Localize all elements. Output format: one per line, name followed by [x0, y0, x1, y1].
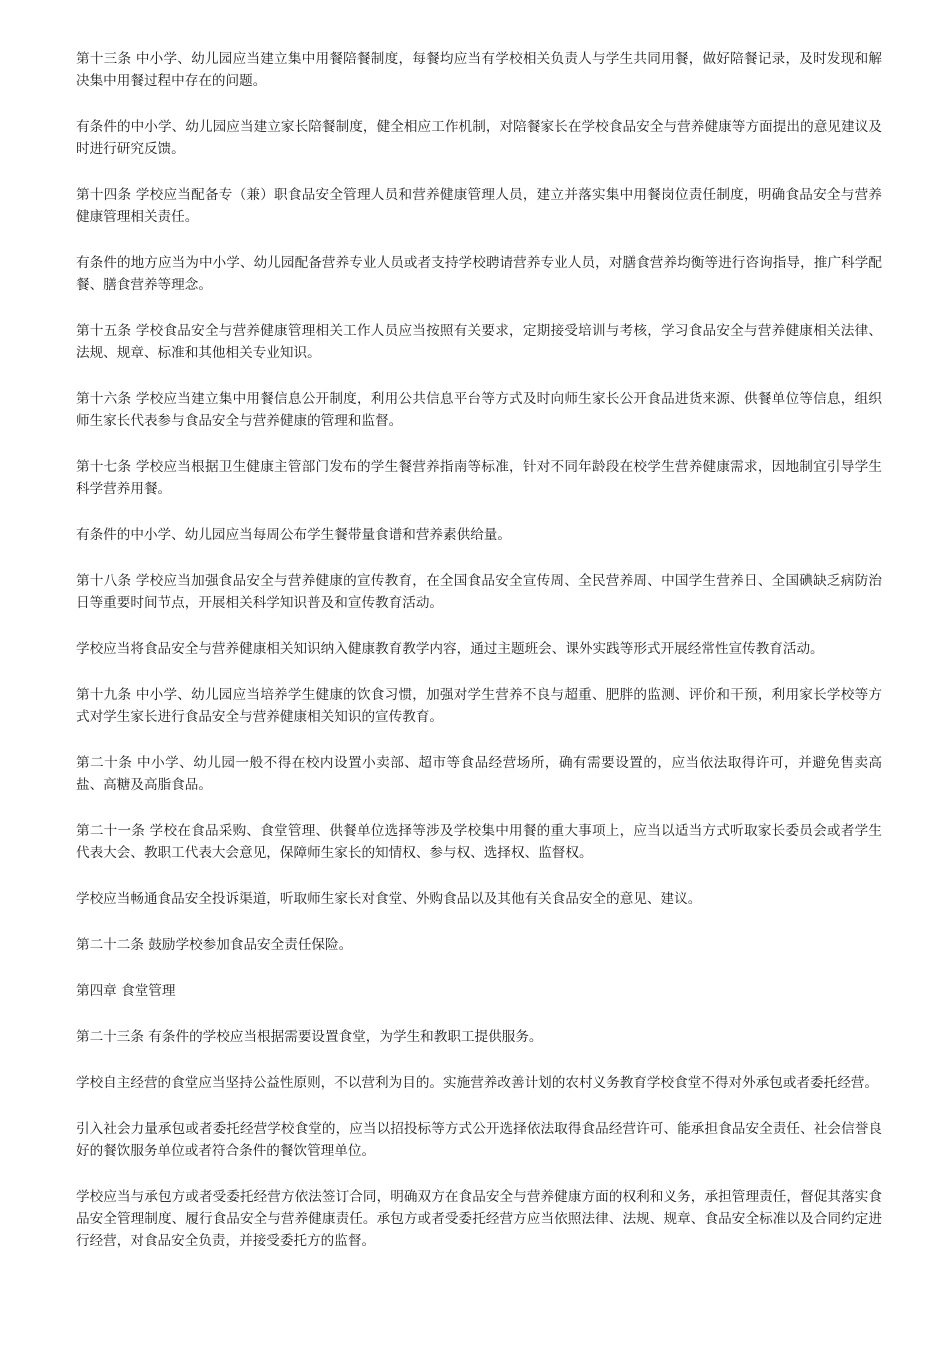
outsourced-canteen-paragraph: 引入社会力量承包或者委托经营学校食堂的，应当以招投标等方式公开选择依法取得食品经营许可、能承担食品安全责任、社会信誉良好的餐饮服务单位或者符合条件的餐饮管理单位。: [76, 1121, 882, 1159]
article-20-paragraph: 第二十条 中小学、幼儿园一般不得在校内设置小卖部、超市等食品经营场所，确有需要设置的，应当依法取得许可，并避免售卖高盐、高糖及高脂食品。: [76, 755, 882, 793]
article-13-paragraph: 第十三条 中小学、幼儿园应当建立集中用餐陪餐制度，每餐均应当有学校相关负责人与学生共同用餐，做好陪餐记录，及时发现和解决集中用餐过程中存在的问题。: [76, 51, 882, 89]
document-body: [76, 48, 882, 1276]
weekly-menu-paragraph: 有条件的中小学、幼儿园应当每周公布学生餐带量食谱和营养素供给量。: [76, 527, 511, 543]
chapter-4-heading: 第四章 食堂管理: [76, 983, 176, 999]
article-16-paragraph: 第十六条 学校应当建立集中用餐信息公开制度，利用公共信息平台等方式及时向师生家长公开食品进货来源、供餐单位等信息，组织师生家长代表参与食品安全与营养健康的管理和监督。: [76, 391, 882, 429]
article-14-paragraph: 第十四条 学校应当配备专（兼）职食品安全管理人员和营养健康管理人员，建立并落实集中用餐岗位责任制度，明确食品安全与营养健康管理相关责任。: [76, 187, 882, 225]
nutrition-staff-paragraph: 有条件的地方应当为中小学、幼儿园配备营养专业人员或者支持学校聘请营养专业人员，对膳食营养均衡等进行咨询指导，推广科学配餐、膳食营养等理念。: [76, 255, 882, 293]
health-education-paragraph: 学校应当将食品安全与营养健康相关知识纳入健康教育教学内容，通过主题班会、课外实践等形式开展经常性宣传教育活动。: [76, 641, 824, 657]
parent-dining-paragraph: 有条件的中小学、幼儿园应当建立家长陪餐制度，健全相应工作机制，对陪餐家长在学校食品安全与营养健康等方面提出的意见建议及时进行研究反馈。: [76, 119, 882, 157]
article-19-paragraph: 第十九条 中小学、幼儿园应当培养学生健康的饮食习惯，加强对学生营养不良与超重、肥胖的监测、评价和干预，利用家长学校等方式对学生家长进行食品安全与营养健康相关知识的宣传教育。: [76, 687, 882, 725]
article-21-paragraph: 第二十一条 学校在食品采购、食堂管理、供餐单位选择等涉及学校集中用餐的重大事项上，应当以适当方式听取家长委员会或者学生代表大会、教职工代表大会意见，保障师生家长的知情权、参与权、选择权、监督权。: [76, 823, 882, 861]
article-18-paragraph: 第十八条 学校应当加强食品安全与营养健康的宣传教育，在全国食品安全宣传周、全民营养周、中国学生营养日、全国碘缺乏病防治日等重要时间节点，开展相关科学知识普及和宣传教育活动。: [76, 573, 882, 611]
article-15-paragraph: 第十五条 学校食品安全与营养健康管理相关工作人员应当按照有关要求，定期接受培训与考核，学习食品安全与营养健康相关法律、法规、规章、标准和其他相关专业知识。: [76, 323, 882, 361]
article-23-paragraph: 第二十三条 有条件的学校应当根据需要设置食堂，为学生和教职工提供服务。: [76, 1029, 543, 1045]
complaint-channel-paragraph: 学校应当畅通食品安全投诉渠道，听取师生家长对食堂、外购食品以及其他有关食品安全的意见、建议。: [76, 891, 702, 907]
self-operated-canteen-paragraph: 学校自主经营的食堂应当坚持公益性原则，不以营利为目的。实施营养改善计划的农村义务教育学校食堂不得对外承包或者委托经营。: [76, 1075, 879, 1091]
article-22-paragraph: 第二十二条 鼓励学校参加食品安全责任保险。: [76, 937, 353, 953]
contract-paragraph: 学校应当与承包方或者受委托经营方依法签订合同，明确双方在食品安全与营养健康方面的权利和义务，承担管理责任，督促其落实食品安全管理制度、履行食品安全与营养健康责任。承包方或者受委托经营方应当依照法律、法规、规章、食品安全标准以及合同约定进行经营，对食品安全负责，并接受委托方的监督。: [76, 1189, 882, 1249]
article-17-paragraph: 第十七条 学校应当根据卫生健康主管部门发布的学生餐营养指南等标准，针对不同年龄段在校学生营养健康需求，因地制宜引导学生科学营养用餐。: [76, 459, 882, 497]
